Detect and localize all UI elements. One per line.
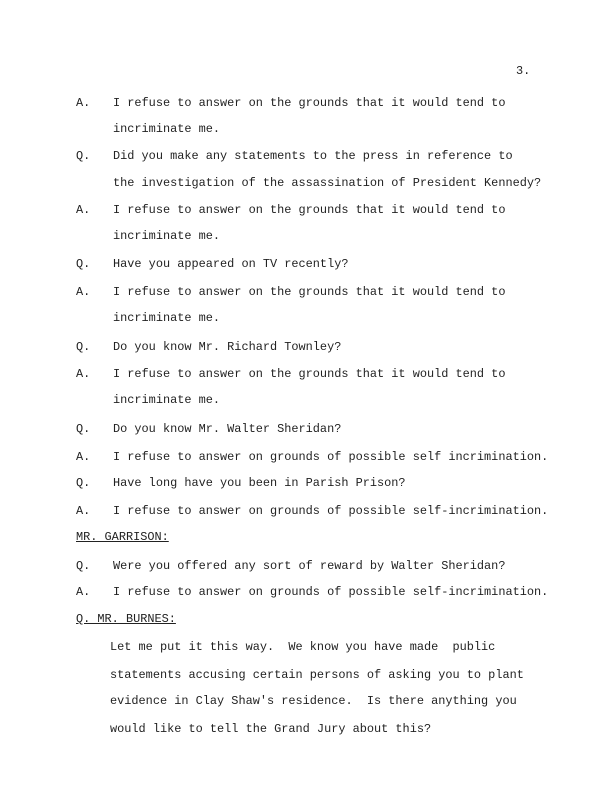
- question-text: the investigation of the assassination of President Kennedy?: [113, 176, 542, 190]
- speaker-heading: MR. GARRISON:: [76, 530, 169, 544]
- question-text: Do you know Mr. Richard Townley?: [113, 340, 342, 354]
- answer-text: incriminate me.: [113, 229, 221, 243]
- question-label: Q.: [76, 340, 91, 354]
- page-number: 3.: [516, 64, 531, 78]
- question-label: Q.: [76, 149, 91, 163]
- answer-label: A.: [76, 96, 91, 110]
- question-text: Did you make any statements to the press in reference to: [113, 149, 513, 163]
- answer-text: incriminate me.: [113, 311, 221, 325]
- question-text: Have you appeared on TV recently?: [113, 257, 349, 271]
- question-text: Do you know Mr. Walter Sheridan?: [113, 422, 342, 436]
- answer-label: A.: [76, 203, 91, 217]
- question-paragraph-line: evidence in Clay Shaw's residence. Is there anything you: [110, 694, 517, 708]
- question-text: Were you offered any sort of reward by Walter Sheridan?: [113, 559, 506, 573]
- question-paragraph-line: would like to tell the Grand Jury about this?: [110, 722, 432, 736]
- question-label: Q.: [76, 422, 91, 436]
- answer-label: A.: [76, 285, 91, 299]
- answer-text: I refuse to answer on grounds of possible self-incrimination.: [113, 504, 549, 518]
- question-label: Q.: [76, 257, 91, 271]
- answer-text: I refuse to answer on grounds of possible self-incrimination.: [113, 585, 549, 599]
- answer-label: A.: [76, 585, 91, 599]
- answer-text: I refuse to answer on the grounds that it would tend to: [113, 367, 506, 381]
- answer-text: I refuse to answer on the grounds that it would tend to: [113, 96, 506, 110]
- question-paragraph-line: Let me put it this way. We know you have made public: [110, 640, 496, 654]
- answer-label: A.: [76, 504, 91, 518]
- question-paragraph-line: statements accusing certain persons of asking you to plant: [110, 668, 524, 682]
- answer-text: incriminate me.: [113, 393, 221, 407]
- answer-label: A.: [76, 450, 91, 464]
- answer-text: I refuse to answer on the grounds that it would tend to: [113, 203, 506, 217]
- speaker-heading: Q. MR. BURNES:: [76, 612, 176, 626]
- question-label: Q.: [76, 476, 91, 490]
- answer-text: I refuse to answer on the grounds that it would tend to: [113, 285, 506, 299]
- question-label: Q.: [76, 559, 91, 573]
- answer-text: I refuse to answer on grounds of possible self incrimination.: [113, 450, 549, 464]
- answer-text: incriminate me.: [113, 122, 221, 136]
- answer-label: A.: [76, 367, 91, 381]
- question-text: Have long have you been in Parish Prison?: [113, 476, 406, 490]
